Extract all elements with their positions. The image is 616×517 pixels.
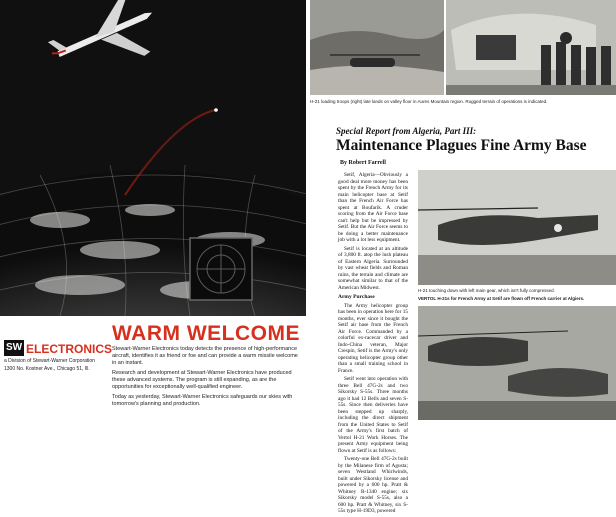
ad-headline: WARM WELCOME bbox=[112, 322, 300, 345]
caption-bottom: VERTOL H-21s for French Army at Setif are flown off French carrier at Algiers. bbox=[418, 296, 585, 301]
logo-mark: SW bbox=[4, 340, 24, 356]
jet-and-radar-illustration bbox=[0, 0, 306, 316]
article-paragraph: The Army helicopter group has been in operation here for 15 months, ever since it bought the Setif air base from the French Air Force. Commanded by a colorful ex-racecar driver and Indo-China veteran, Major Crespin, Setif is the Army's only operating helicopter group other than a small training school in France. bbox=[338, 302, 408, 374]
article-subhead: Army Purchase bbox=[338, 294, 375, 300]
ad-body-text bbox=[112, 346, 302, 411]
ad-paragraph: Research and development at Stewart-Warner Electronics have produced these advanced systems. The program is still expanding, as are the opportunities for exceptionally well-qualified engineer. bbox=[112, 370, 292, 390]
logo-address: 1300 No. Kostner Ave., Chicago 51, Ill. bbox=[4, 366, 90, 372]
article-paragraph: Setif is located at an altitude of 3,800 ft. atop the lush plateau of Eastern Algeria. Surrounded by vast wheat fields and Roman ruins, the terrain and climate are somewhat similar to that of the American Midwest. bbox=[338, 245, 408, 291]
photo-helicopter-valley bbox=[310, 0, 444, 95]
ad-paragraph: Today as yesterday, Stewart-Warner Electronics safeguards our skies with tomorrow's planning and production. bbox=[112, 394, 293, 407]
ad-paragraph: Stewart-Warner Electronics today detects the presence of high-performance aircraft, identifies it as friend or foe and can provide a warm missile welcome in an instant. bbox=[112, 346, 298, 366]
article-body bbox=[338, 172, 408, 517]
helicopter-touchdown-image bbox=[418, 170, 616, 285]
caption-top: H-21 loading troops (right) late lands on valley floor in Aures Mountain region. Rugged terrain of operations is indicated. bbox=[310, 99, 548, 104]
logo-brand-name: ELECTRONICS bbox=[26, 342, 113, 356]
article-paragraph: Setif, Algeria—Obviously a good deal more money has been spent by the French Army for its main helicopter base at Setif than the French Air Force has spent at Boufarik. A cruder scoring from the Air Force base can't help but be impressed by Setif. But the Air Force seems to be doing a better maintenance job with a lot less equipment. bbox=[338, 172, 408, 243]
ad-photo bbox=[0, 0, 306, 316]
helicopters-carrier-image bbox=[418, 306, 616, 420]
article-kicker: Special Report from Algeria, Part III: bbox=[336, 126, 477, 136]
caption-middle: H-21 touching down with left main gear, which isn't fully compressed. bbox=[418, 288, 555, 293]
photo-helicopter-touchdown bbox=[418, 170, 616, 285]
article-byline: By Robert Farrell bbox=[340, 160, 386, 166]
troops-loading-image bbox=[446, 0, 616, 95]
brand-logo bbox=[4, 330, 113, 400]
valley-helicopter-image bbox=[310, 0, 444, 95]
article-title: Maintenance Plagues Fine Army Base bbox=[336, 137, 587, 154]
article-paragraph: Setif went into operation with three Bell 47G-2s and two Sikorsky S-55s. Three months ago it had 12 Bells and seven S-55s. Since then deliveries have been stepped up sharply, including the direct shipment from the United States to Setif of the Army's first batch of Vertol H-21 Work Horses. The present Army equipment being flown at Setif is as follows: bbox=[338, 376, 408, 454]
photo-helicopters-carrier bbox=[418, 306, 616, 420]
photo-troops-loading bbox=[446, 0, 616, 95]
logo-tagline: a Division of Stewart-Warner Corporation bbox=[4, 358, 95, 364]
article-paragraph: Twenty-one Bell 47G-2s built by the Milanese firm of Agusta; seven Westland Whirlwinds, built under Sikorsky license and powered by a 600 hp. Pratt & Whitney R-1340 engine; six Sikorsky model S-55s, also a 600 hp. Pratt & Whitney, six S-55s type H-19D3, powered bbox=[338, 456, 408, 514]
